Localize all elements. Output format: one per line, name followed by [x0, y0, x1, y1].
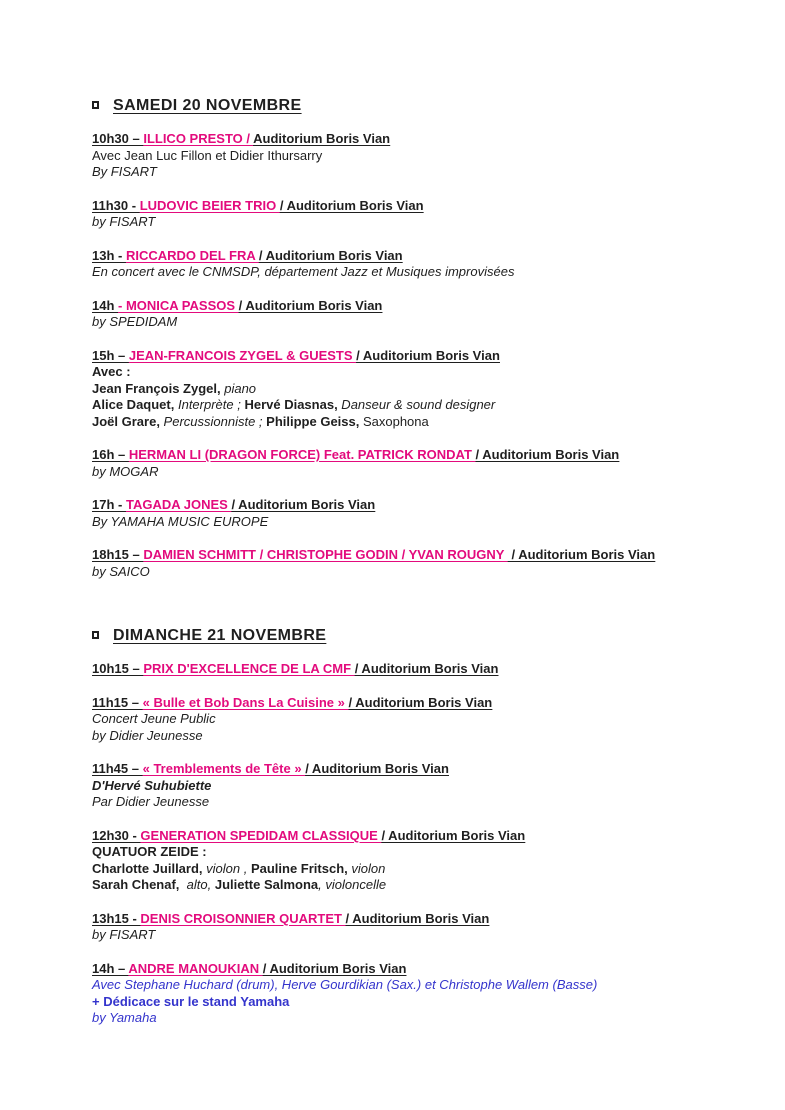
- text-segment: 15h –: [92, 347, 129, 363]
- text-segment: by SPEDIDAM: [92, 314, 178, 329]
- schedule-section: [92, 96, 745, 580]
- event-block: [92, 761, 745, 811]
- square-bullet-icon: [92, 101, 99, 109]
- event-block: [92, 131, 745, 181]
- event-title-line: [92, 961, 745, 978]
- event-title-line: [92, 695, 745, 712]
- event-title-line: [92, 761, 745, 778]
- event-block: [92, 911, 745, 944]
- event-block: [92, 661, 745, 678]
- event-detail-line: [92, 927, 745, 944]
- text-segment: piano: [220, 380, 257, 396]
- text-segment: by Didier Jeunesse: [92, 727, 203, 743]
- event-block: [92, 298, 745, 331]
- text-segment: / Auditorium Boris Vian: [231, 497, 376, 512]
- text-segment: by FISART: [92, 927, 156, 942]
- event-title-line: [92, 298, 745, 315]
- text-segment: 11h45 –: [92, 761, 143, 776]
- text-segment: ILLICO PRESTO /: [143, 131, 254, 146]
- text-segment: Avec Stephane Huchard (drum), Herve Gourdikian (Sax.) et Christophe Wallem (Basse): [92, 977, 598, 992]
- event-detail-line: [92, 794, 745, 811]
- schedule: [92, 96, 745, 1027]
- text-segment: Juliette Salmona: [214, 877, 319, 892]
- text-segment: 14h: [92, 297, 119, 313]
- event-title-line: [92, 497, 745, 514]
- text-segment: / Auditorium Boris Vian: [381, 827, 526, 843]
- text-segment: violon: [347, 860, 386, 876]
- section-heading: [92, 626, 745, 645]
- event-block: [92, 828, 745, 894]
- event-title-line: [92, 348, 745, 365]
- event-detail-line: [92, 728, 745, 745]
- text-segment: Interprète ;: [174, 397, 245, 412]
- event-detail-line: [92, 877, 745, 894]
- text-segment: ANDRE MANOUKIAN: [128, 960, 263, 976]
- event-detail-line: [92, 214, 745, 231]
- text-segment: 11h15 –: [92, 694, 143, 710]
- text-segment: JEAN-FRANCOIS ZYGEL & GUESTS: [128, 347, 357, 363]
- text-segment: PRIX D'EXCELLENCE DE LA CMF: [143, 661, 355, 676]
- text-segment: 17h -: [92, 497, 126, 512]
- text-segment: 11h30 -: [92, 197, 140, 213]
- event-detail-line: [92, 397, 745, 414]
- event-detail-line: [92, 264, 745, 281]
- text-segment: Saxophona: [359, 413, 429, 429]
- text-segment: , violoncelle: [318, 877, 387, 892]
- text-segment: Alice Daquet,: [92, 397, 175, 412]
- text-segment: by Yamaha: [92, 1010, 157, 1025]
- text-segment: QUATUOR ZEIDE :: [92, 844, 207, 859]
- event-detail-line: [92, 861, 745, 878]
- event-title-line: [92, 447, 745, 464]
- text-segment: D'Hervé Suhubiette: [92, 777, 212, 793]
- event-title-line: [92, 248, 745, 265]
- text-segment: LUDOVIC BEIER TRIO: [139, 197, 280, 213]
- text-segment: Philippe Geiss,: [266, 413, 360, 429]
- text-segment: / Auditorium Boris Vian: [475, 447, 620, 462]
- text-segment: By YAMAHA MUSIC EUROPE: [92, 513, 269, 529]
- event-title-line: [92, 661, 745, 678]
- text-segment: / Auditorium Boris Vian: [262, 960, 407, 976]
- event-detail-line: [92, 364, 745, 381]
- event-detail-line: [92, 994, 745, 1011]
- event-block: [92, 961, 745, 1027]
- event-detail-line: [92, 1010, 745, 1027]
- text-segment: Auditorium Boris Vian: [253, 131, 391, 146]
- text-segment: HERMAN LI (DRAGON FORCE) Feat. PATRICK RONDAT: [128, 447, 476, 462]
- event-detail-line: [92, 711, 745, 728]
- text-segment: Danseur & sound designer: [337, 397, 496, 412]
- text-segment: 13h15 -: [92, 910, 141, 926]
- text-segment: / Auditorium Boris Vian: [356, 347, 500, 363]
- text-segment: DAMIEN SCHMITT / CHRISTOPHE GODIN / YVAN ROUGNY: [143, 547, 508, 562]
- event-block: [92, 248, 745, 281]
- text-segment: En concert avec le CNMSDP, département Jazz et Musiques improvisées: [92, 264, 515, 279]
- schedule-section: [92, 626, 745, 1027]
- event-block: [92, 695, 745, 745]
- event-detail-line: [92, 464, 745, 481]
- text-segment: Par Didier Jeunesse: [92, 794, 210, 809]
- text-segment: by FISART: [92, 214, 156, 229]
- text-segment: / Auditorium Boris Vian: [279, 197, 424, 213]
- text-segment: alto,: [179, 877, 215, 892]
- event-title-line: [92, 131, 745, 148]
- text-segment: 12h30 -: [92, 827, 141, 843]
- event-block: [92, 547, 745, 580]
- section-heading-text: SAMEDI 20 NOVEMBRE: [113, 97, 302, 114]
- text-segment: Concert Jeune Public: [92, 711, 216, 726]
- event-title-line: [92, 911, 745, 928]
- text-segment: Avec Jean Luc Fillon et Didier Ithursarry: [92, 147, 323, 163]
- event-detail-line: [92, 844, 745, 861]
- text-segment: / Auditorium Boris Vian: [345, 910, 490, 926]
- text-segment: - MONICA PASSOS: [118, 297, 239, 313]
- text-segment: + Dédicace sur le stand Yamaha: [92, 993, 290, 1009]
- event-detail-line: [92, 977, 745, 994]
- section-heading-text: DIMANCHE 21 NOVEMBRE: [113, 627, 327, 644]
- text-segment: / Auditorium Boris Vian: [507, 547, 656, 562]
- text-segment: Joël Grare,: [92, 413, 160, 429]
- text-segment: DENIS CROISONNIER QUARTET: [140, 910, 346, 926]
- event-block: [92, 447, 745, 480]
- event-title-line: [92, 547, 745, 564]
- text-segment: By FISART: [92, 164, 157, 179]
- text-segment: Jean François Zygel,: [92, 380, 221, 396]
- square-bullet-icon: [92, 631, 99, 639]
- text-segment: GENERATION SPEDIDAM CLASSIQUE: [140, 827, 382, 843]
- event-block: [92, 348, 745, 431]
- event-detail-line: [92, 564, 745, 581]
- event-detail-line: [92, 381, 745, 398]
- text-segment: Pauline Fritsch,: [250, 860, 348, 876]
- event-detail-line: [92, 164, 745, 181]
- event-detail-line: [92, 314, 745, 331]
- text-segment: Percussionniste ;: [159, 413, 267, 429]
- event-block: [92, 497, 745, 530]
- event-detail-line: [92, 148, 745, 165]
- text-segment: / Auditorium Boris Vian: [348, 694, 493, 710]
- text-segment: / Auditorium Boris Vian: [354, 661, 499, 676]
- event-detail-line: [92, 414, 745, 431]
- text-segment: by MOGAR: [92, 463, 159, 479]
- text-segment: « Tremblements de Tête »: [142, 761, 306, 776]
- event-detail-line: [92, 514, 745, 531]
- text-segment: RICCARDO DEL FRA: [125, 247, 259, 263]
- text-segment: 10h30 –: [92, 131, 144, 146]
- text-segment: 13h -: [92, 247, 126, 263]
- text-segment: / Auditorium Boris Vian: [238, 297, 383, 313]
- text-segment: Hervé Diasnas,: [244, 397, 338, 412]
- text-segment: 16h –: [92, 447, 129, 462]
- text-segment: « Bulle et Bob Dans La Cuisine »: [142, 694, 349, 710]
- text-segment: TAGADA JONES: [125, 497, 232, 512]
- text-segment: Avec :: [92, 364, 131, 379]
- text-segment: by SAICO: [92, 563, 150, 579]
- text-segment: / Auditorium Boris Vian: [305, 761, 449, 776]
- text-segment: / Auditorium Boris Vian: [258, 247, 403, 263]
- text-segment: Sarah Chenaf,: [92, 877, 180, 892]
- text-segment: 10h15 –: [92, 661, 144, 676]
- event-detail-line: [92, 778, 745, 795]
- event-block: [92, 198, 745, 231]
- text-segment: Charlotte Juillard,: [92, 860, 203, 876]
- event-title-line: [92, 828, 745, 845]
- text-segment: 14h –: [92, 960, 129, 976]
- text-segment: violon ,: [202, 860, 251, 876]
- text-segment: 18h15 –: [92, 547, 144, 562]
- section-heading: [92, 96, 745, 115]
- event-title-line: [92, 198, 745, 215]
